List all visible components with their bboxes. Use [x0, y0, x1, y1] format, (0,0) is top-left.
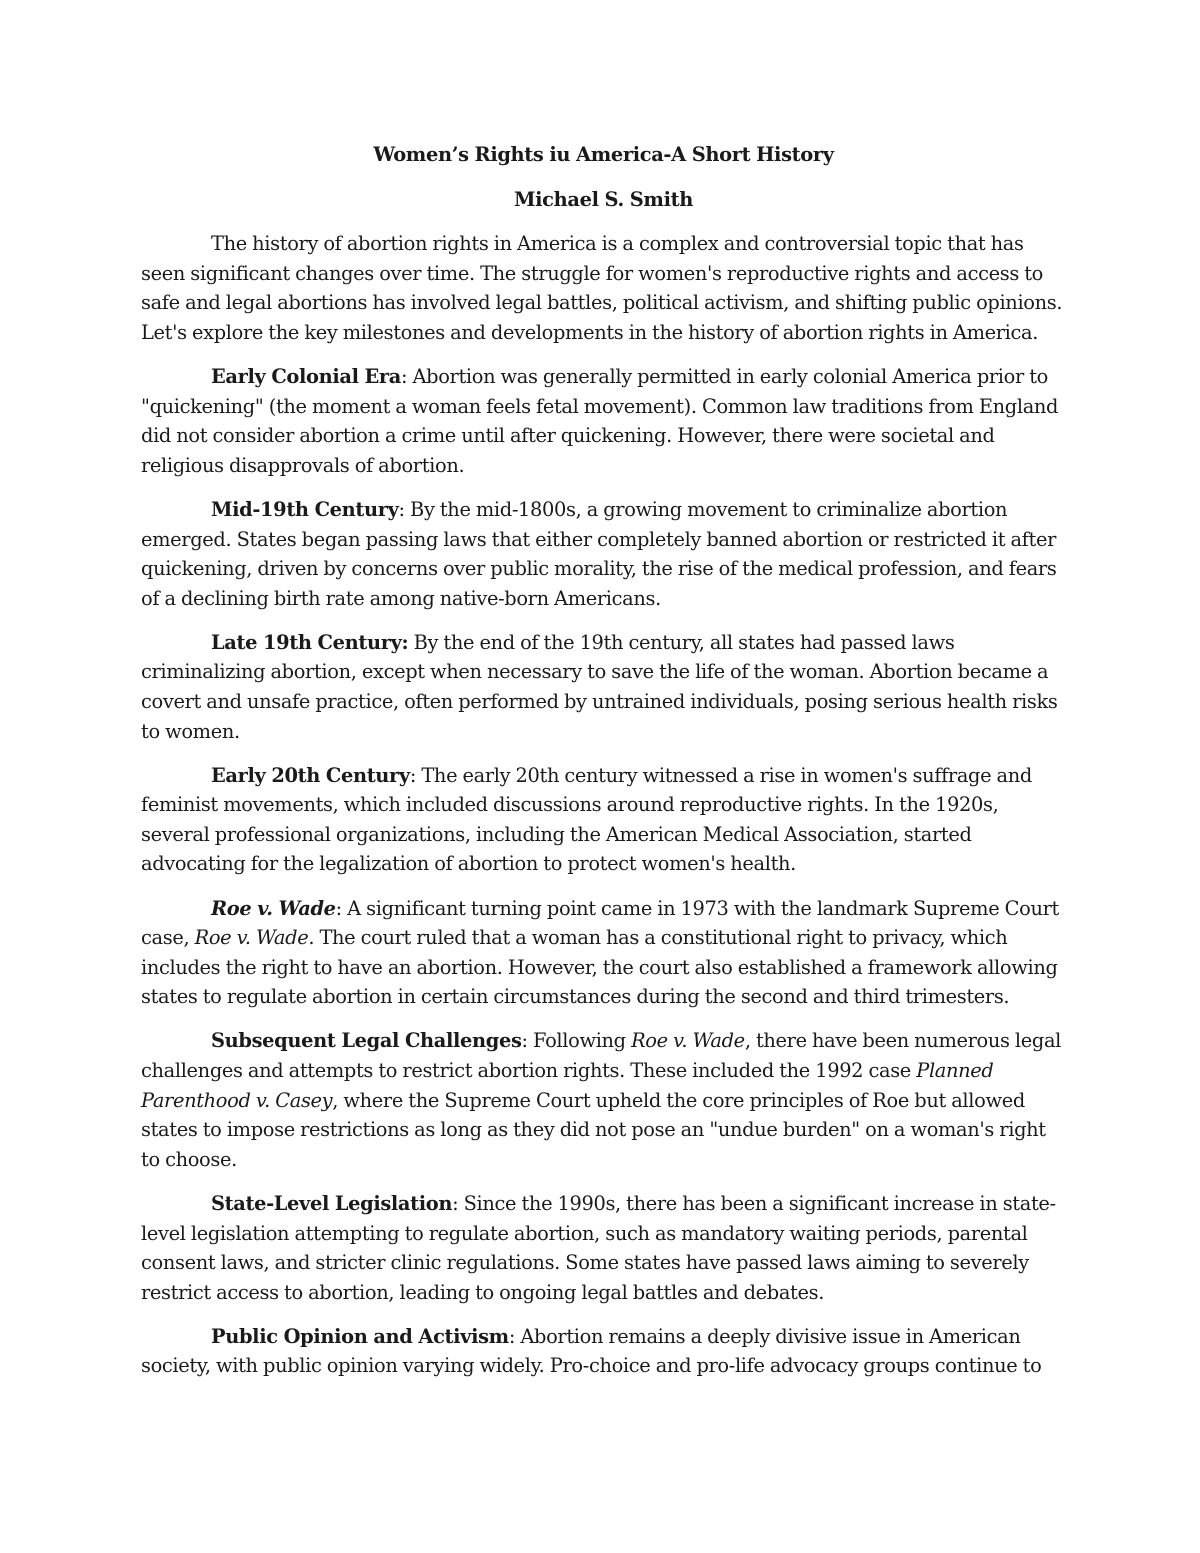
section-heading: Roe v. Wade: [211, 896, 336, 920]
document-title: Women’s Rights iu America-A Short History: [373, 143, 834, 166]
case-name: Planned Parenthood v. Casey: [141, 1059, 994, 1112]
section-text: The early 20th century witnessed a rise in women's suffrage and feminist movements, which included discussions around reproductive rights. In the 1920s, several professional organizations, including the American Medical Association, started advocating for the legalization of abortion to protect women's health.: [141, 763, 1032, 876]
case-name: Roe v. Wade: [631, 1029, 745, 1053]
section-text: Since the 1990s, there has been a significant increase in state-level legislation attempting to regulate abortion, such as mandatory waiting periods, parental consent laws, and stricter clinic regulations. Some states have passed laws aiming to severely restrict access to abortion, leading to ongoing legal battles and debates.: [141, 1191, 1056, 1304]
section-separator: :: [335, 896, 342, 920]
intro-paragraph: The history of abortion rights in America is a complex and controversial topic that has seen significant changes over time. The struggle for women's reproductive rights and access to safe and legal abortions has involved legal battles, political activism, and shifting public opinions. Let's explore the key milestones and developments in the history of abortion rights in America.: [141, 232, 1063, 344]
section-text: Abortion was generally permitted in early colonial America prior to "quickening" (the moment a woman feels fetal movement). Common law traditions from England did not consider abortion a crime until after quickening. However, there were societal and religious disapprovals of abortion.: [141, 365, 1059, 477]
section-heading: Subsequent Legal Challenges: [211, 1029, 522, 1053]
section-heading: Mid-19th Century: [211, 497, 399, 521]
section-mid-19th-century: [141, 495, 1066, 613]
section-heading: State-Level Legislation: [211, 1191, 453, 1215]
section-separator: :: [398, 497, 405, 521]
section-text: By the mid-1800s, a growing movement to criminalize abortion emerged. States began passing laws that either completely banned abortion or restricted it after quickening, driven by concerns over public morality, the rise of the medical profession, and fears of a declining birth rate among native-born Americans.: [141, 497, 1057, 610]
section-text: Following: [527, 1029, 632, 1053]
section-text: Abortion remains a deeply divisive issue in American society, with public opinion varying widely. Pro-choice and pro-life advocacy groups continue to: [141, 1324, 1042, 1378]
document-author: Michael S. Smith: [514, 187, 693, 211]
section-heading: Early Colonial Era: [211, 365, 402, 389]
section-text: , where the Supreme Court upheld the core principles of Roe but allowed states to impose restrictions as long as they did not pose an "undue burden" on a woman's right to choose.: [141, 1088, 1046, 1171]
section-state-level-legislation: [141, 1189, 1066, 1307]
section-heading: Late 19th Century:: [211, 630, 409, 654]
section-text: By the end of the 19th century, all states had passed laws criminalizing abortion, except when necessary to save the life of the woman. Abortion became a covert and unsafe practice, often performed by untrained individuals, posing serious health risks to women.: [141, 630, 1058, 743]
section-subsequent-legal-challenges: [141, 1026, 1066, 1174]
section-separator: :: [508, 1324, 516, 1348]
section-early-colonial-era: [141, 362, 1066, 480]
section-text: , there have been numerous legal challenges and attempts to restrict abortion rights. These included the 1992 case: [141, 1029, 1061, 1083]
section-roe-v-wade: [141, 894, 1066, 1012]
section-heading: Early 20th Century: [211, 763, 410, 787]
section-separator: :: [521, 1029, 528, 1053]
section-heading: Public Opinion and Activism: [211, 1324, 509, 1348]
section-public-opinion-and-activism: [141, 1322, 1066, 1381]
section-separator: :: [409, 763, 417, 787]
section-late-19th-century: [141, 628, 1066, 746]
section-separator: :: [401, 365, 408, 389]
section-early-20th-century: [141, 761, 1066, 879]
section-text: . The court ruled that a woman has a constitutional right to privacy, which includes the right to have an abortion. However, the court also established a framework allowing states to regulate abortion in certain circumstances during the second and third trimesters.: [141, 926, 1058, 1009]
case-name: Roe v. Wade: [194, 926, 309, 950]
document-page: [141, 140, 1066, 1395]
section-text: A significant turning point came in 1973 with the landmark Supreme Court case,: [141, 896, 1059, 950]
section-separator: :: [452, 1191, 459, 1215]
